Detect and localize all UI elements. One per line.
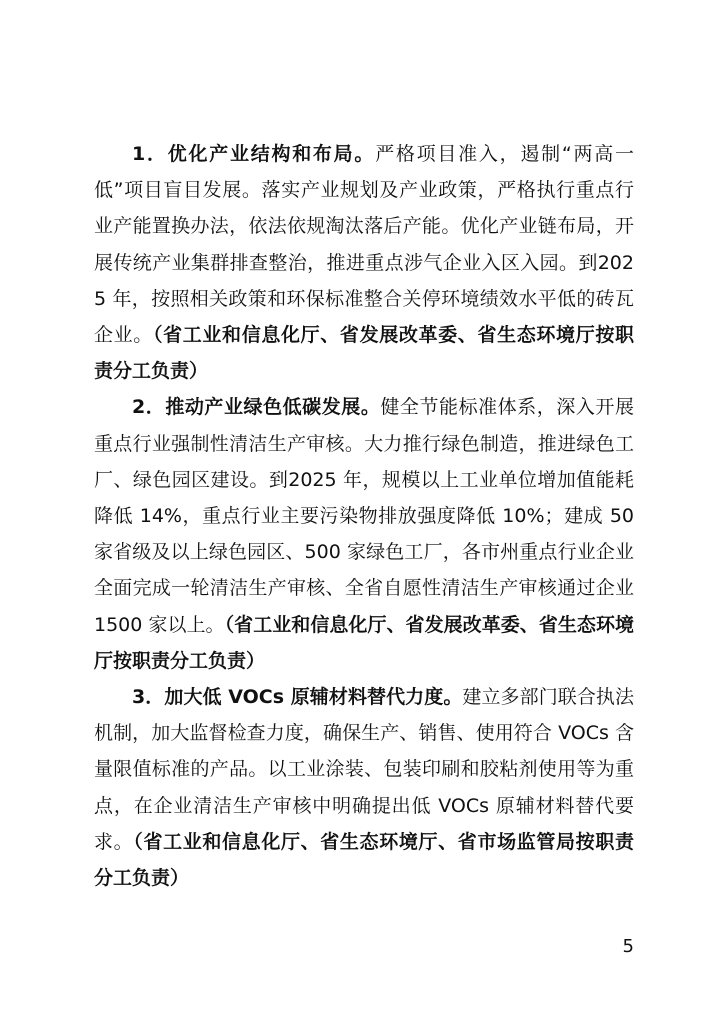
paragraph-heading: 1．优化产业结构和布局。 <box>132 143 376 165</box>
paragraph-text: 建立多部门联合执法机制，加大监督检查力度，确保生产、销售、使用符合 VOCs 含量限值标准的产品。以工业涂装、包装印刷和胶粘剂使用等为重点，在企业清洁生产审核中明确提出低 VOCs 原辅材料替代要求。 <box>94 686 634 853</box>
paragraph-text: 严格项目准入，遏制“两高一低”项目盲目发展。落实产业规划及产业政策，严格执行重点行业产能置换办法，依法依规淘汰落后产能。优化产业链布局，开展传统产业集群排查整治，推进重点涉气企业入区入园。到2025 年，按照相关政策和环保标准整合关停环境绩效水平低的砖瓦企业。 <box>94 143 634 347</box>
paragraph-low-vocs-material-substitution <box>94 679 634 896</box>
responsibility-note: （省工业和信息化厅、省发展改革委、省生态环境厅按职责分工负责） <box>94 613 634 672</box>
document-body <box>94 136 634 896</box>
paragraph-text: 健全节能标准体系，深入开展重点行业强制性清洁生产审核。大力推行绿色制造，推进绿色工厂、绿色园区建设。到2025 年，规模以上工业单位增加值能耗降低 14%，重点行业主要污染物排放强度降低 10%；建成 50家省级及以上绿色园区、500 家绿色工厂，各市州重点行业企业全面完成一轮清洁生产审核、全省自愿性清洁生产审核通过企业1500 家以上。 <box>94 396 634 636</box>
paragraph-heading: 2．推动产业绿色低碳发展。 <box>132 396 381 419</box>
responsibility-note: （省工业和信息化厅、省生态环境厅、省市场监管局按职责分工负责） <box>94 830 634 890</box>
page-number: 5 <box>622 936 634 957</box>
paragraph-heading: 3．加大低 VOCs 原辅材料替代力度。 <box>132 686 463 709</box>
paragraph-optimize-industry-structure <box>94 136 634 389</box>
responsibility-note: （省工业和信息化厅、省发展改革委、省生态环境厅按职责分工负责） <box>94 324 634 383</box>
paragraph-green-low-carbon-development <box>94 389 634 679</box>
